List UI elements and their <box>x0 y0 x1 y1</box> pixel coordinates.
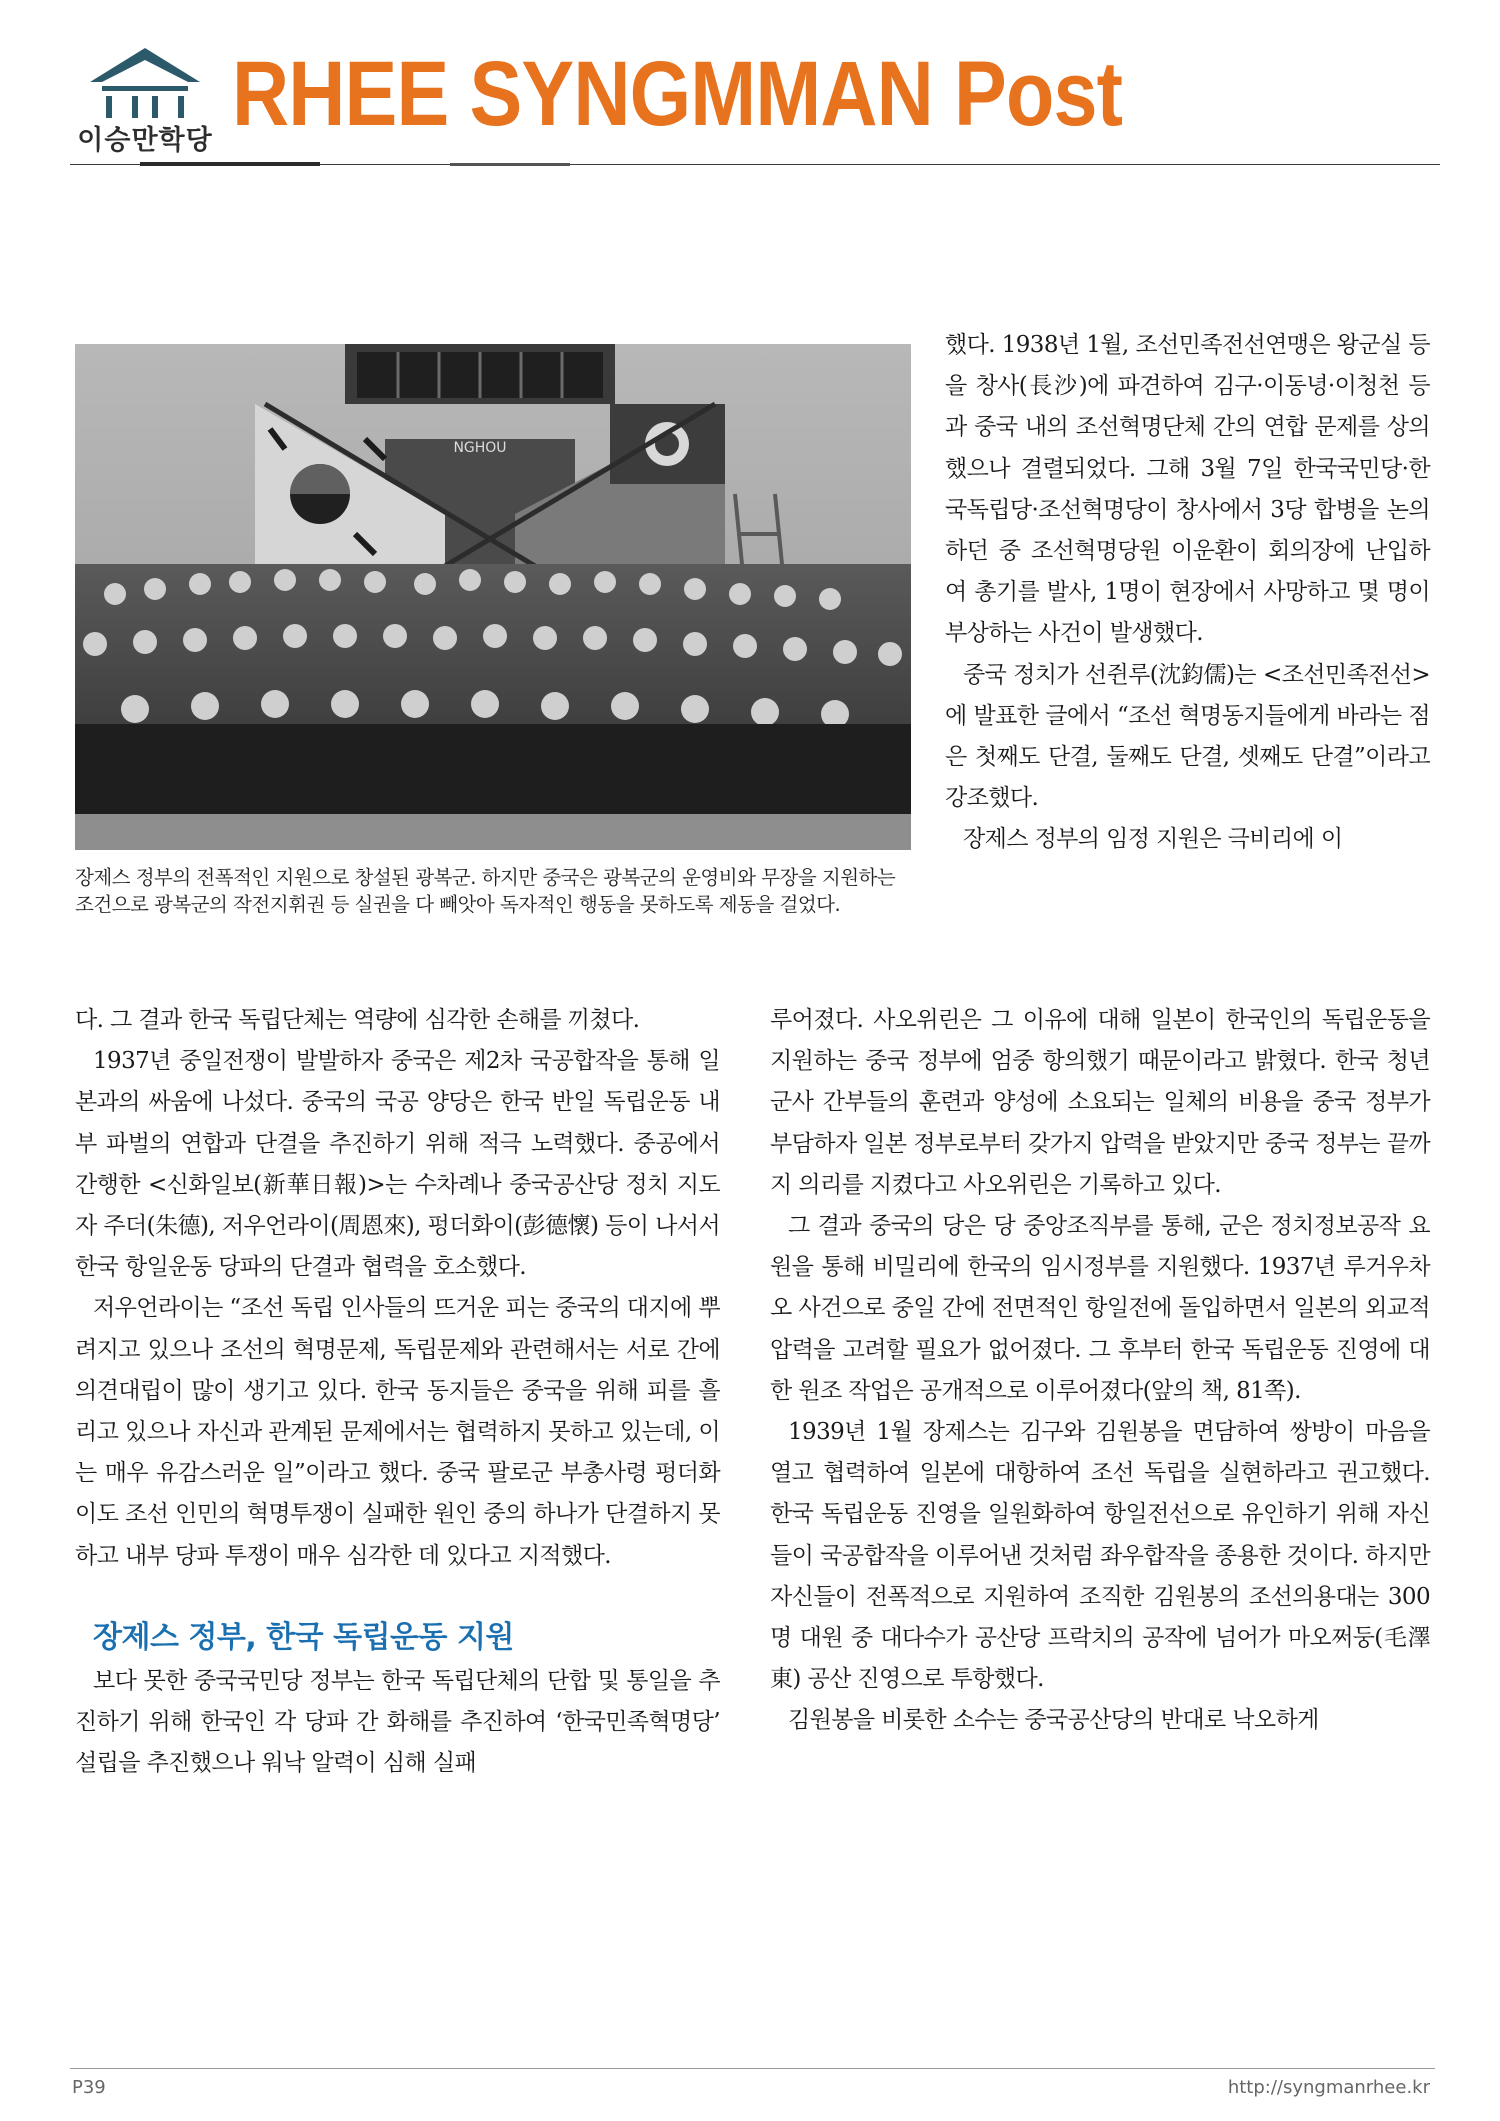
paragraph: 1939년 1월 장제스는 김구와 김원봉을 면담하여 쌍방이 마음을 열고 협력하여 일본에 대항하여 조선 독립을 실현하라고 권고했다. 한국 독립운동 진영을 일원화하여 항일전선으로 유인하기 위해 자신들이 국공합작을 이루어낸 것처럼 좌우합작을 종용한 것이다. 하지만 자신들이 전폭적으로 지원하여 조직한 김원봉의 조선의용대는 300명 대원 중 대다수가 공산당 프락치의 공작에 넘어가 마오쩌둥(毛澤東) 공산 진영으로 투항했다. <box>770 1419 1430 1693</box>
paragraph: 김원봉을 비롯한 소수는 중국공산당의 반대로 낙오하게 <box>788 1707 1319 1734</box>
logo-text: 이승만학당 <box>77 125 213 156</box>
section-subheading: 장제스 정부, 한국 독립운동 지원 <box>93 1619 514 1655</box>
article-column-right-top <box>945 325 1430 861</box>
photo-caption: 장제스 정부의 전폭적인 지원으로 창설된 광복군. 하지만 중국은 광복군의 운영비와 무장을 지원하는 조건으로 광복군의 작전지휘권 등 실권을 다 빼앗아 독자적인 행동을 못하도록 제동을 걸었다. <box>75 866 896 916</box>
header-divider <box>70 162 1440 166</box>
paragraph: 했다. 1938년 1월, 조선민족전선연맹은 왕군실 등을 창사(長沙)에 파견하여 김구·이동녕·이청천 등과 중국 내의 조선혁명단체 간의 연합 문제를 상의했으나 결렬되었다. 그해 3월 7일 한국국민당·한국독립당·조선혁명당이 창사에서 3당 합병을 논의하던 중 조선혁명당원 이운환이 회의장에 난입하여 총기를 발사, 1명이 현장에서 사망하고 몇 명이 부상하는 사건이 발생했다. <box>945 332 1430 647</box>
building-sign-text: NGHOU <box>453 440 507 456</box>
historical-group-photo <box>75 344 911 850</box>
article-column-left <box>75 1000 720 1784</box>
paragraph: 다. 그 결과 한국 독립단체는 역량에 심각한 손해를 끼쳤다. <box>75 1007 640 1033</box>
masthead <box>70 38 1440 178</box>
paragraph: 중국 정치가 선쥔루(沈鈞儒)는 <조선민족전선>에 발표한 글에서 “조선 혁명동지들에게 바라는 점은 첫째도 단결, 둘째도 단결, 셋째도 단결”이라고 강조했다. <box>945 661 1430 812</box>
publication-title: RHEE SYNGMMAN Post <box>232 43 1123 145</box>
footer-divider <box>70 2068 1435 2069</box>
article-column-right-bottom <box>770 1000 1430 1742</box>
paragraph: 장제스 정부의 임정 지원은 극비리에 이 <box>963 826 1343 853</box>
page-number: P39 <box>72 2077 106 2098</box>
website-url: http://syngmanrhee.kr <box>1227 2077 1430 2098</box>
paragraph: 저우언라이는 “조선 독립 인사들의 뜨거운 피는 중국의 대지에 뿌려지고 있으나 조선의 혁명문제, 독립문제와 관련해서는 서로 간에 의견대립이 많이 생기고 있다. 한국 동지들은 중국을 위해 피를 흘리고 있으나 자신과 관계된 문제에서는 협력하지 못하고 있는데, 이는 매우 유감스러운 일”이라고 했다. 중국 팔로군 부총사령 펑더화이도 조선 인민의 혁명투쟁이 실패한 원인 중의 하나가 단결하지 못하고 내부 당파 투쟁이 매우 심각한 데 있다고 지적했다. <box>75 1295 720 1569</box>
paragraph: 그 결과 중국의 당은 당 중앙조직부를 통해, 군은 정치정보공작 요원을 통해 비밀리에 한국의 임시정부를 지원했다. 1937년 루거우차오 사건으로 중일 간에 전면적인 항일전에 돌입하면서 일본의 외교적 압력을 고려할 필요가 없어졌다. 그 후부터 한국 독립운동 진영에 대한 원조 작업은 공개적으로 이루어졌다(앞의 책, 81쪽). <box>770 1213 1430 1404</box>
paragraph: 루어졌다. 사오위린은 그 이유에 대해 일본이 한국인의 독립운동을 지원하는 중국 정부에 엄중 항의했기 때문이라고 밝혔다. 한국 청년 군사 간부들의 훈련과 양성에 소요되는 일체의 비용을 중국 정부가 부담하자 일본 정부로부터 갖가지 압력을 받았지만 중국 정부는 끝까지 의리를 지켰다고 사오위린은 기록하고 있다. <box>770 1007 1430 1198</box>
paragraph: 보다 못한 중국국민당 정부는 한국 독립단체의 단합 및 통일을 추진하기 위해 한국인 각 당파 간 화해를 추진하여 ‘한국민족혁명당’ 설립을 추진했으나 워낙 알력이 심해 실패 <box>75 1667 720 1777</box>
paragraph: 1937년 중일전쟁이 발발하자 중국은 제2차 국공합작을 통해 일본과의 싸움에 나섰다. 중국의 국공 양당은 한국 반일 독립운동 내부 파벌의 연합과 단결을 추진하기 위해 적극 노력했다. 중공에서 간행한 <신화일보(新華日報)>는 수차례나 중국공산당 정치 지도자 주더(朱德), 저우언라이(周恩來), 펑더화이(彭德懷) 등이 나서서 한국 항일운동 당파의 단결과 협력을 호소했다. <box>75 1048 720 1281</box>
